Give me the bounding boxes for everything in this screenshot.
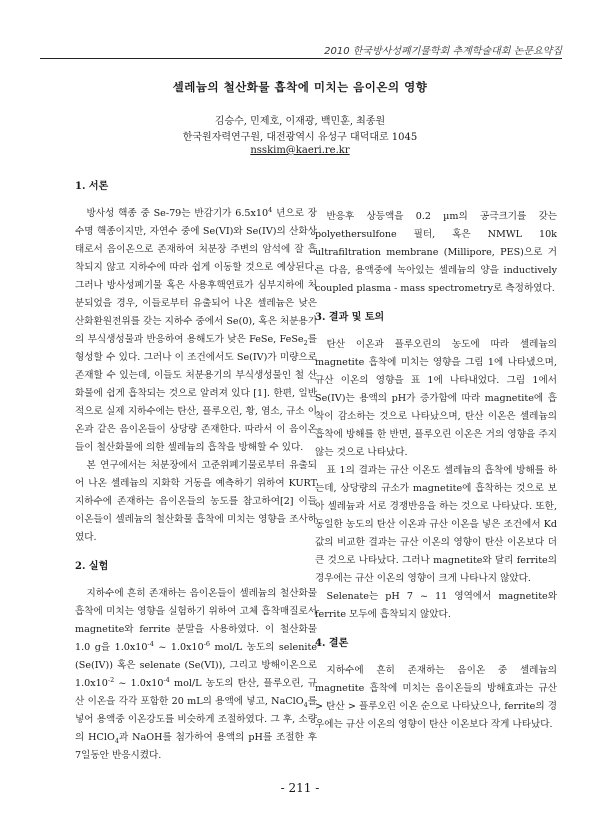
results-paragraph-2: 표 1의 결과는 규산 이온도 셀레늄의 흡착에 방해를 하는데, 상당량의 규소가 magnetite에 흡착하는 것으로 보아 셀레늄과 서로 경쟁반응을 하는 것으로 나타났다. 또한, 동일한 농도의 탄산 이온과 규산 이온을 넣은 조건에서 Kd값의 비교한 결과는 규산 이온의 영향이 탄산 이온보다 더 큰 것으로 나타났다. 그러나 magnetite와 달리 ferrite의 경우에는 규산 이온의 영향이 크게 나타나지 않았다. (315, 465, 557, 584)
left-column (75, 178, 317, 765)
experiment-paragraph-1: 지하수에 흔히 존재하는 음이온들이 셀레늄의 철산화물 흡착에 미치는 영향을 실험하기 위하여 고체 흡착매질로서 magnetite와 ferrite 분말을 사용하였다. 이 철산화물 1.0 g을 $1.0x10^{-4}$ ~ $1.0x10^{-6}$ mol/L 농도의 selenite (Se(IV)) 혹은 selenate (Se(VI)), 그리고 방해이온으로 $1.0x10^{-2}$ ~ $1.0x10^{-4}$ mol/L 농도의 탄산, 플루오린, 규산 이온을 각각 포함한 20 mL의 용액에 넣고, NaClO$_4$를 넣어 용액중 이온강도를 비슷하게 조절하였다. 그 후, 소량의 HClO$_4$과 NaOH를 첨가하여 용액의 pH를 조절한 후 7일동안 반응시켰다. (75, 588, 317, 761)
paper-title: 셀레늄의 철산화물 흡착에 미치는 음이온의 영향 (172, 80, 428, 94)
section-heading-results: 3. 결과 및 토의 (315, 312, 385, 323)
section-heading-conclusion: 4. 결론 (315, 638, 349, 649)
right-column (315, 208, 557, 734)
header-rule (40, 58, 562, 59)
results-paragraph-3: Selenate는 pH 7 ~ 11 영역에서 magnetite와 ferrite 모두에 흡착되지 않았다. (315, 591, 557, 620)
section-heading-intro: 1. 서론 (75, 181, 109, 192)
author-email: nsskim@kaeri.re.kr (250, 145, 350, 156)
intro-paragraph-2: 본 연구에서는 처분장에서 고준위폐기물로부터 유출되어 나온 셀레늄의 지화학 거동을 예측하기 위하여 KURT 지하수에 존재하는 음이온들의 농도를 참고하여[2] 이들 이온들이 셀레늄의 철산화물 흡착에 미치는 영향을 조사하였다. (75, 460, 317, 543)
conference-header: 2010 한국방사성폐기물학회 추계학술대회 논문요약집 (324, 46, 562, 57)
page-number: - 211 - (280, 781, 320, 795)
experiment-paragraph-2: 반응후 상등액을 0.2 µm의 공극크기를 갖는 polyethersulfone 필터, 혹은 NMWL 10k ultrafiltration membrane (Millipore, PES)으로 거른 다음, 용액중에 녹아있는 셀레늄의 양을 inductively coupled plasma - mass spectrometry로 측정하였다. (315, 211, 557, 294)
author-list: 김승수, 민제호, 이재광, 백민훈, 최종원 (214, 116, 386, 127)
affiliation: 한국원자력연구원, 대전광역시 유성구 대덕대로 1045 (182, 132, 418, 143)
intro-paragraph-1: 방사성 핵종 중 Se-79는 반감기가 $6.5x10^4$ 년으로 장수명 핵종이지만, 자연수 중에 Se(VI)와 Se(IV)의 산화상태로서 음이온으로 존재하여 처분장 주변의 암석에 잘 흡착되지 않고 지하수에 따라 쉽게 이동할 것으로 예상된다. 그러나 방사성폐기물 혹은 사용후핵연료가 심부지하에 처분되었을 경우, 이들로부터 유출되어 나온 셀레늄은 낮은 산화환원전위를 갖는 지하수 중에서 Se(0), 혹은 처분용기의 부식생성물과 반응하여 용해도가 낮은 FeSe, FeSe$_2$를 형성할 수 있다. 그러나 이 조건에서도 Se(IV)가 미량으로 존재할 수 있는데, 이들도 처분용기의 부식생성물인 철 산화물에 쉽게 흡착되는 것으로 알려져 있다 [1]. 한편, 일반적으로 실제 지하수에는 탄산, 플루오린, 황, 염소, 규소 이온과 같은 음이온들이 상당량 존재한다. 따라서 이 음이온들이 철산화물에 의한 셀레늄의 흡착을 방해할 수 있다. (75, 205, 318, 453)
results-paragraph-1: 탄산 이온과 플루오린의 농도에 따라 셀레늄의 magnetite 흡착에 미치는 영향을 그림 1에 나타냈으며, 규산 이온의 영향을 표 1에 나타내었다. 그림 1에서 Se(IV)는 용액의 pH가 증가함에 따라 magnetite에 흡착이 감소하는 것으로 나타났으며, 탄산 이온은 셀레늄의 흡착에 방해를 한 반면, 플루오린 이온은 거의 영향을 주지 않는 것으로 나타났다. (315, 339, 557, 458)
conclusion-paragraph-1: 지하수에 흔히 존재하는 음이온 중 셀레늄의 magnetite 흡착에 미치는 음이온들의 방해효과는 규산 > 탄산 > 플루오린 이온 순으로 나타났으나, ferrite의 경우에는 규산 이온의 영향이 탄산 이온보다 작게 나타났다. (315, 665, 557, 730)
section-heading-experiment: 2. 실험 (75, 561, 109, 572)
